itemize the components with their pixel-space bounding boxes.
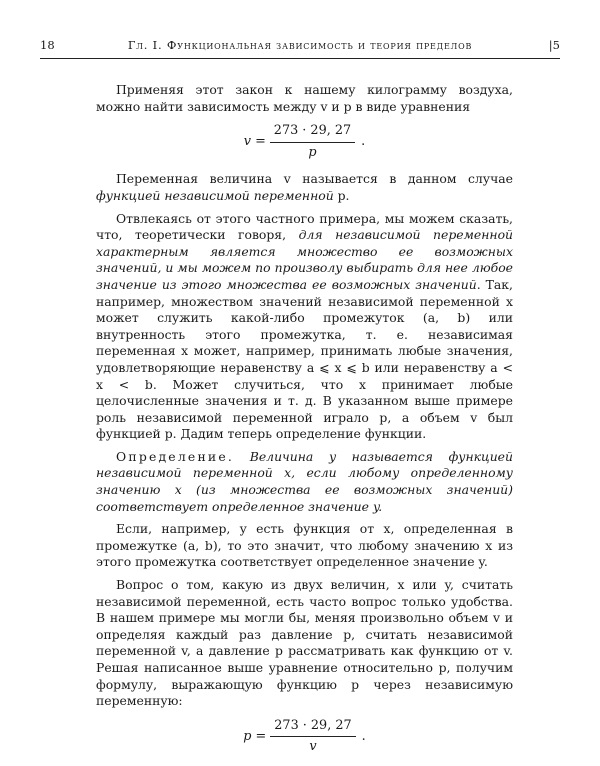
formula-v-denominator: p: [308, 144, 317, 160]
chapter-title: Гл. I. Функциональная зависимость и теория пределов: [127, 38, 473, 52]
formula-v-period: .: [361, 133, 366, 149]
paragraph-2-text-c: p.: [333, 187, 350, 203]
page-number: 18: [40, 38, 55, 52]
page-body: [96, 82, 513, 766]
paragraph-3-emphasis: для независимой переменной характерным является множество ее возможных значений, и мы можем по произволу выбирать для нее любое значение из этого множества ее возможных значений: [96, 227, 514, 292]
formula-v-numerator: 273 · 29, 27: [270, 123, 355, 143]
paragraph-3-text-a: Отвлекаясь от этого частного примера, мы можем сказать, что, теоретически говоря,: [96, 210, 513, 243]
header-rule: [40, 58, 560, 59]
formula-v-lhs: v =: [243, 133, 266, 149]
formula-p-period: .: [361, 728, 366, 744]
paragraph-2-text-a: Переменная величина v называется в данном случае: [116, 171, 513, 187]
formula-p-numerator: 273 · 29, 27: [270, 718, 355, 738]
section-number: |5: [548, 38, 560, 52]
formula-p-denominator: v: [309, 739, 317, 755]
formula-p-fraction: [270, 718, 355, 756]
definition-label: Определение.: [116, 448, 235, 464]
paragraph-6: Вопрос о том, какую из двух величин, x или y, считать независимой переменной, есть часто вопрос только удобства. В нашем примере мы могли бы, меняя произвольно объем v и определяя каждый раз давление p, считать независимой переменной v, а давление p рассматривать как функцию от v. Решая написанное выше уравнение относительно p, получим формулу, выражающую функцию p через независимую переменную:: [96, 577, 513, 709]
paragraph-3-text-c: . Так, например, множеством значений независимой переменной x может служить какой-либо промежуток (a, b) или внутренность этого промежутка, т. е. независимая переменная x может, например, принимать любые значения, удовлетворяющие неравенству a ⩽ x ⩽ b или неравенству a < x < b. Может случиться, что x принимает любые целочисленные значения и т. д. В указанном выше примере роль независимой переменной играло p, а объем v был функцией p. Дадим теперь определение функции.: [96, 276, 513, 442]
formula-v-fraction: [270, 123, 355, 161]
paragraph-1: Применяя этот закон к нашему килограмму воздуха, можно найти зависимость между v и p в виде уравнения: [96, 82, 513, 114]
paragraph-3: [96, 211, 513, 443]
paragraph-5: Если, например, y есть функция от x, определенная в промежутке (a, b), то это значит, что любому значению x из этого промежутка соответствует определенное значение y.: [96, 521, 513, 570]
formula-p: [96, 718, 513, 756]
definition-text: Величина y называется функцией независимой переменной x, если любому определенному значению x (из множества ее возможных значений) соответствует определенное значение y.: [96, 448, 513, 514]
formula-v: [96, 123, 513, 161]
paragraph-2: [96, 171, 513, 204]
definition-paragraph: [96, 449, 513, 515]
formula-p-lhs: p =: [243, 728, 267, 744]
paragraph-2-emphasis: функцией независимой переменной: [96, 187, 334, 203]
running-header: [40, 38, 560, 56]
